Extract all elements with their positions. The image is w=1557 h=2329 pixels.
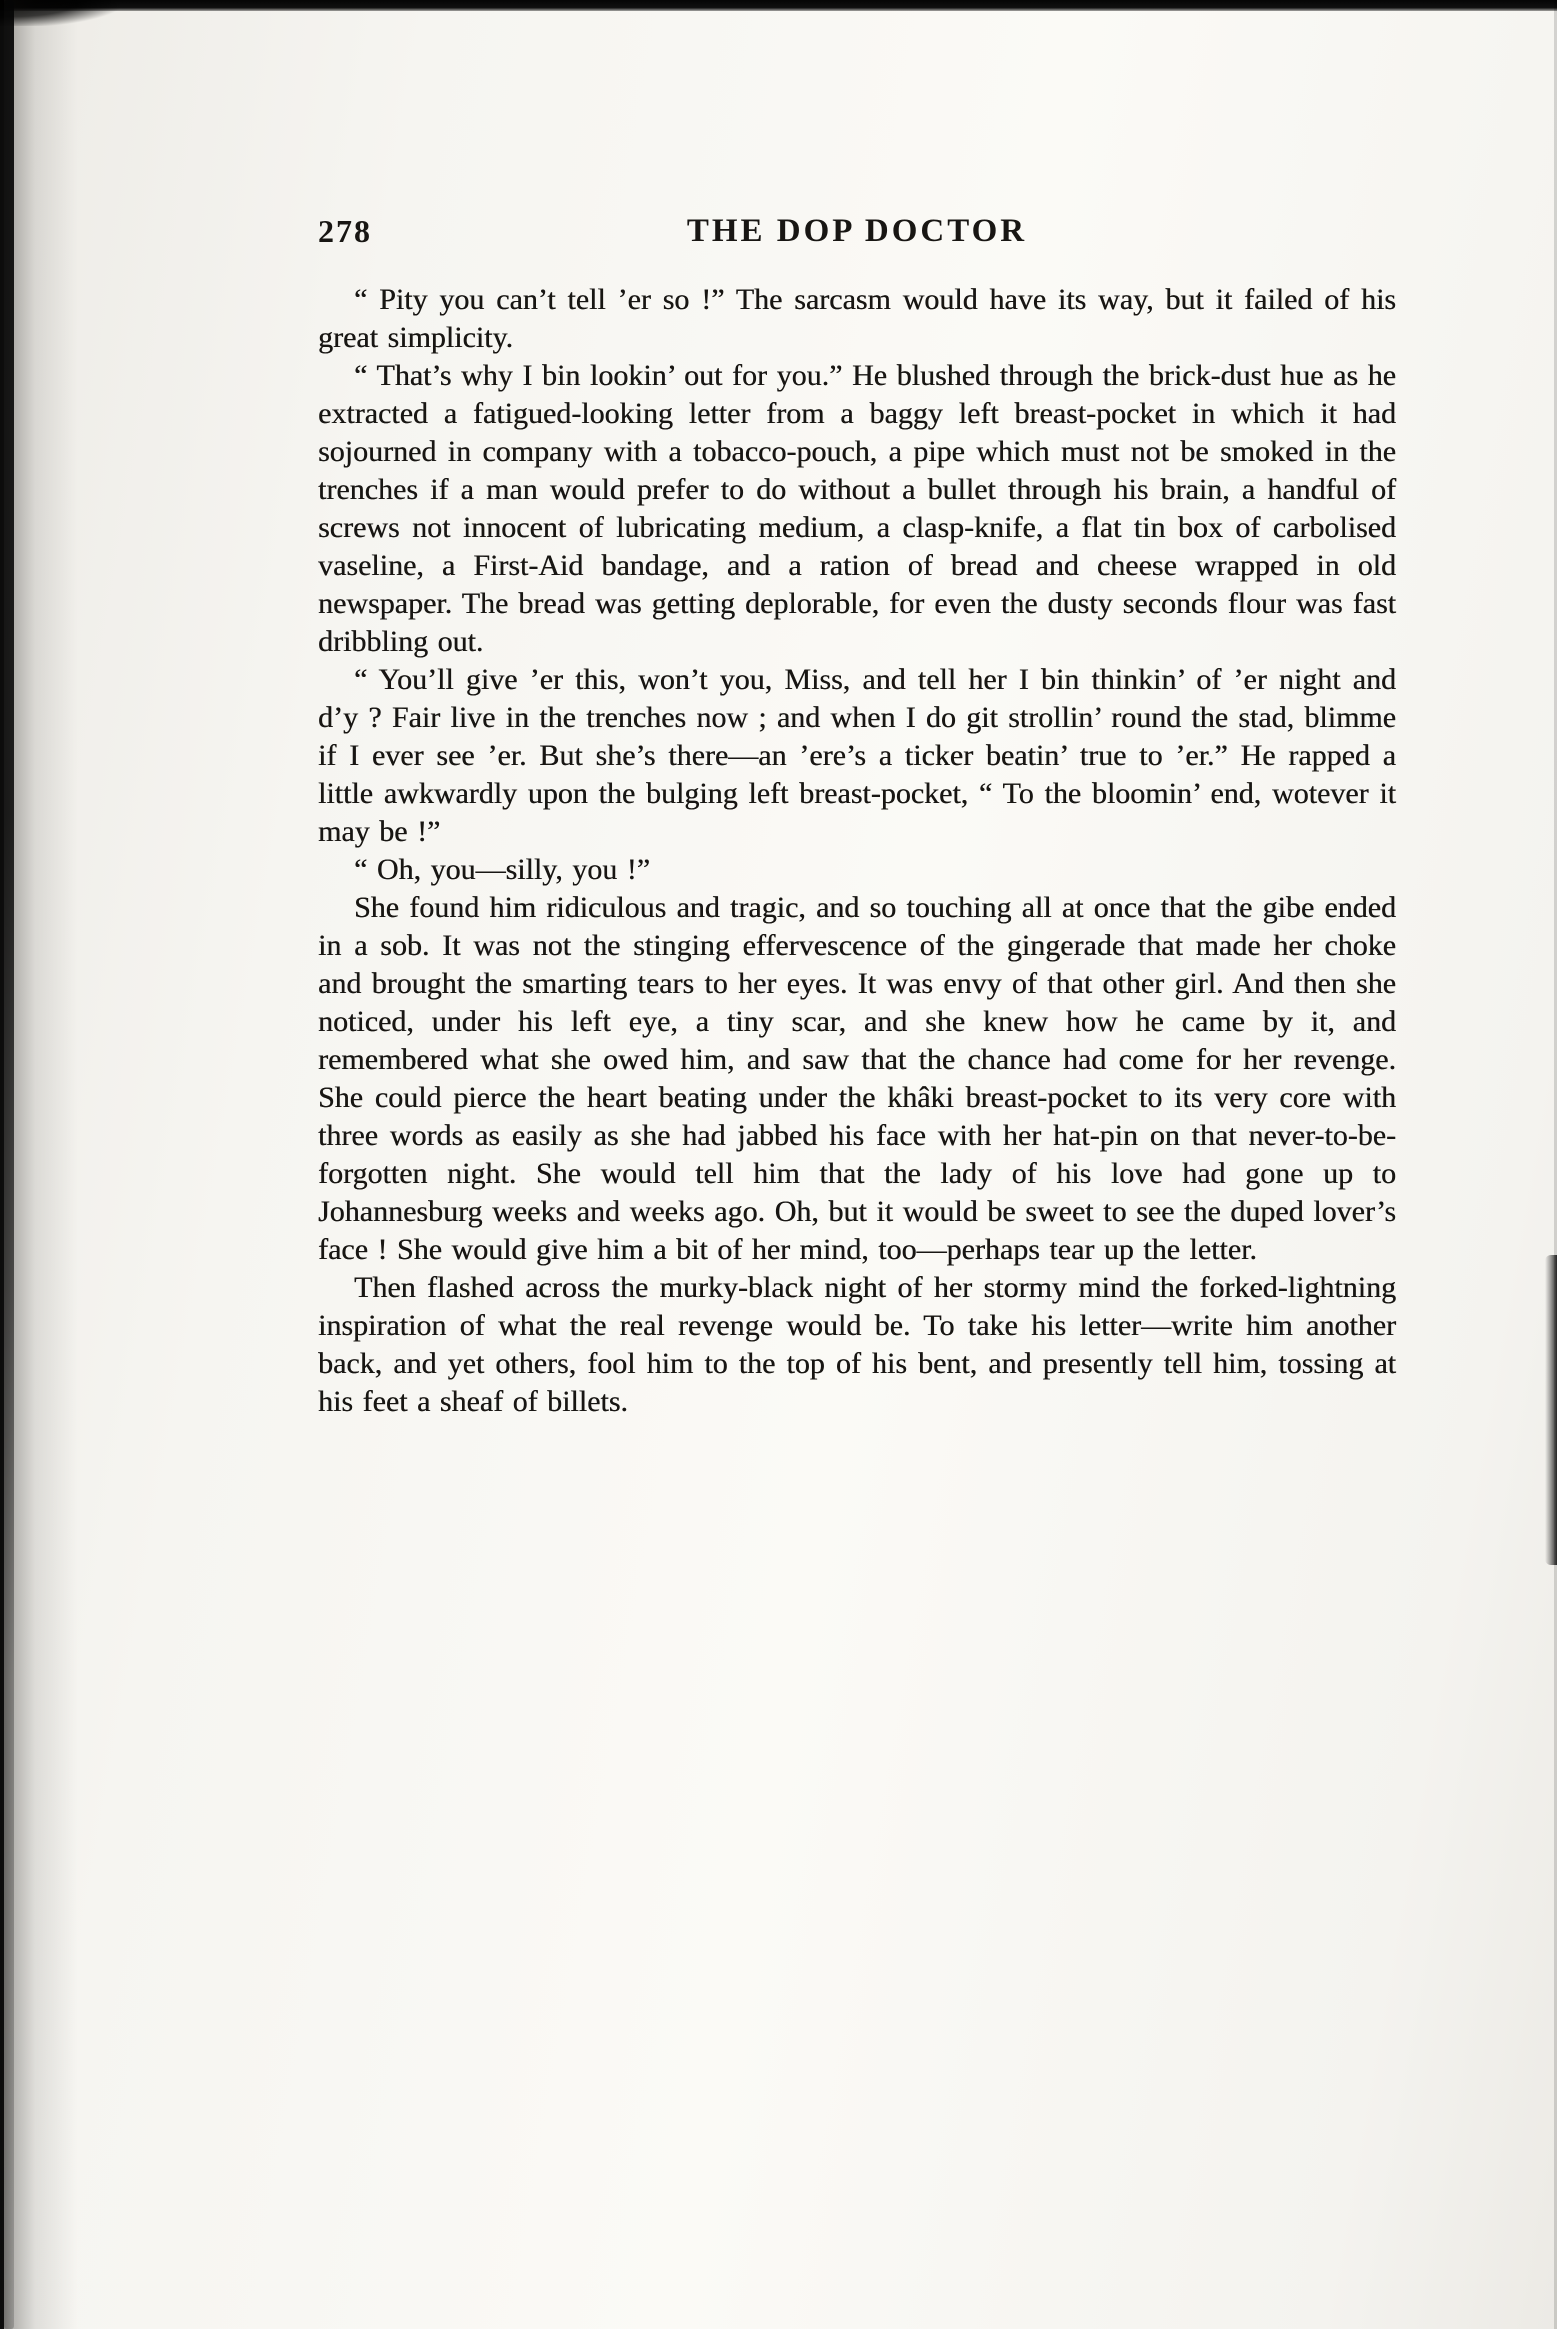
paragraph-1: “ Pity you can’t tell ’er so !” The sarcasm would have its way, but it failed of his great simplicity. (318, 283, 1396, 354)
scan-edge-top (0, 0, 1557, 11)
paragraph-2: “ That’s why I bin lookin’ out for you.” He blushed through the brick-dust hue as he extracted a fatigued-looking letter from a baggy left breast-pocket in which it had sojourned in company with a tobacco-pouch, a pipe which must not be smoked in the trenches if a man would prefer to do without a bullet through his brain, a handful of screws not innocent of lubricating medium, a clasp-knife, a flat tin box of carbolised vaseline, a First-Aid bandage, and a ration of bread and cheese wrapped in old newspaper. The bread was getting deplorable, for even the dusty seconds flour was fast dribbling out. (318, 359, 1396, 658)
page-number: 278 (318, 213, 372, 249)
scan-edge-left-line (0, 0, 4, 2329)
page-content (318, 213, 1396, 1421)
page-header (318, 213, 1396, 261)
running-title: THE DOP DOCTOR (686, 213, 1028, 249)
paragraph-4: “ Oh, you—silly, you !” (354, 853, 651, 886)
page-body (318, 281, 1396, 1421)
paragraph-5: She found him ridiculous and tragic, and so touching all at once that the gibe ended in a sob. It was not the stinging effervescence of the gingerade that made her choke and brought the smarting tears to her eyes. It was envy of that other girl. And then she noticed, under his left eye, a tiny scar, and she knew how he came by it, and remembered what she owed him, and saw that the chance had come for her revenge. She could pierce the heart beating under the khâki breast-pocket to its very core with three words as easily as she had jabbed his face with her hat-pin on that never-to-be-forgotten night. She would tell him that the lady of his love had gone up to Johannesburg weeks and weeks ago. Oh, but it would be sweet to see the duped lover’s face ! She would give him a bit of her mind, too—perhaps tear up the letter. (318, 891, 1396, 1266)
paragraph-3: “ You’ll give ’er this, won’t you, Miss, and tell her I bin thinkin’ of ’er night and d’y ? Fair live in the trenches now ; and when I do git strollin’ round the stad, blimme if I ever see ’er. But she’s there—an ’ere’s a ticker beatin’ true to ’er.” He rapped a little awkwardly upon the bulging left breast-pocket, “ To the bloomin’ end, wotever it may be !” (318, 663, 1396, 848)
paragraph-6: Then flashed across the murky-black night of her stormy mind the forked-lightning inspiration of what the real revenge would be. To take his letter—write him another back, and yet others, fool him to the top of his bent, and presently tell him, tossing at his feet a sheaf of billets. (318, 1271, 1396, 1418)
scan-edge-left-strip (4, 0, 14, 2329)
